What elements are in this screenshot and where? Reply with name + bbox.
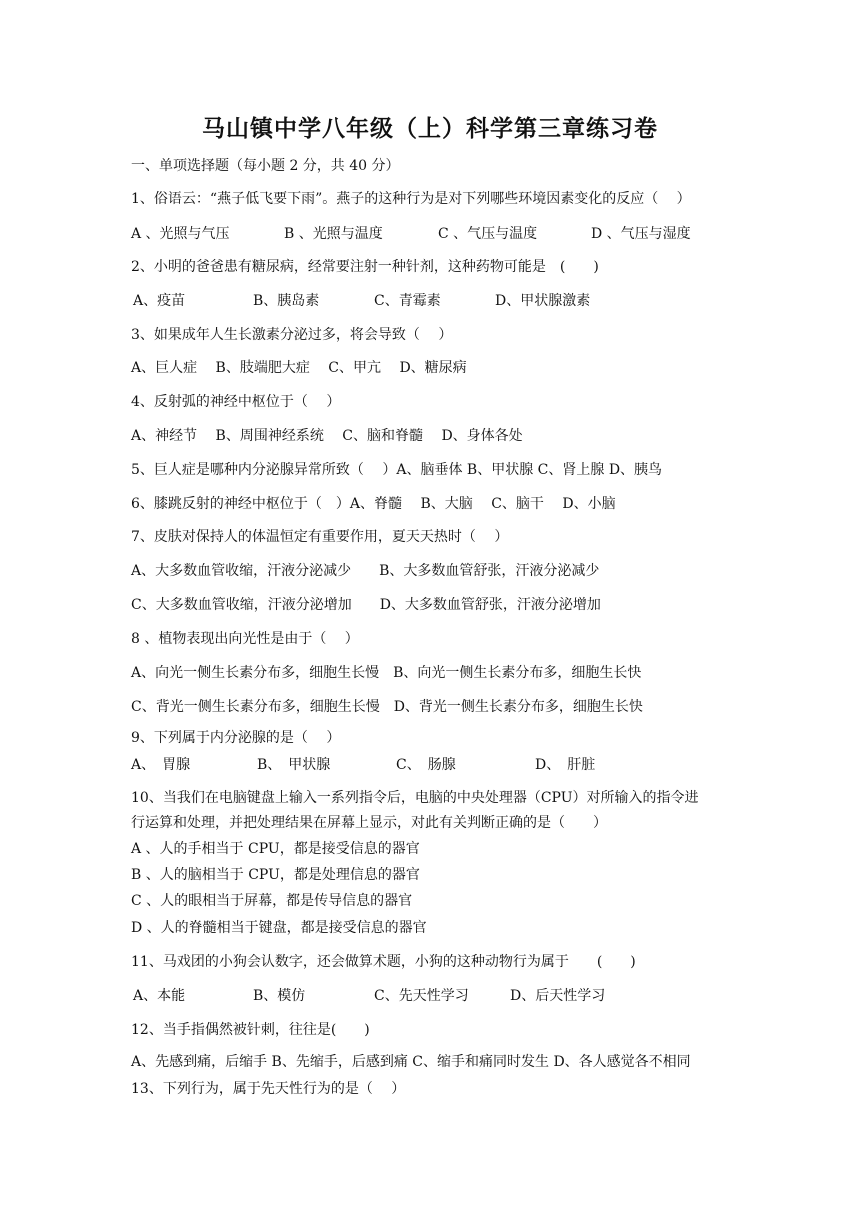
option-b: B、 甲状腺	[257, 757, 331, 773]
option-d: D、 肝脏	[535, 757, 596, 773]
option-b: B 、光照与温度	[284, 226, 383, 242]
question-3-stem: 3、如果成年人生长激素分泌过多，将会导致（ ）	[131, 327, 453, 343]
question-10-option-b: B 、人的脑相当于 CPU，都是处理信息的器官	[131, 867, 420, 883]
question-12-options: A、先感到痛，后缩手 B、先缩手，后感到痛 C、缩手和痛同时发生 D、各人感觉各不相同	[131, 1054, 691, 1070]
question-10-stem-line2: 行运算和处理，并把处理结果在屏幕上显示，对此有关判断正确的是（ ）	[131, 815, 607, 831]
option-c: C、先天性学习	[374, 988, 469, 1004]
question-4-stem: 4、反射弧的神经中枢位于（ ）	[131, 394, 341, 410]
question-6: 6、膝跳反射的神经中枢位于（ ）A、脊髓 B、大脑 C、脑干 D、小脑	[131, 496, 616, 512]
option-a: A、本能	[133, 988, 186, 1004]
option-b: B、胰岛素	[253, 293, 320, 309]
question-8-options-cd: C、背光一侧生长素分布多，细胞生长慢 D、背光一侧生长素分布多，细胞生长快	[131, 699, 643, 715]
option-c: C、 肠腺	[396, 757, 456, 773]
option-c: C、青霉素	[374, 293, 441, 309]
option-d: D、甲状腺激素	[495, 293, 591, 309]
question-10-stem-line1: 10、当我们在电脑键盘上输入一系列指令后，电脑的中央处理器（CPU）对所输入的指令进	[131, 790, 699, 806]
option-d: D 、气压与湿度	[591, 226, 691, 242]
question-7-options-ab: A、大多数血管收缩，汗液分泌减少 B、大多数血管舒张，汗液分泌减少	[131, 563, 600, 579]
question-5: 5、巨人症是哪种内分泌腺异常所致（ ）A、脑垂体 B、甲状腺 C、肾上腺 D、胰鸟	[131, 462, 663, 478]
question-10-option-d: D 、人的脊髓相当于键盘，都是接受信息的器官	[131, 920, 427, 936]
question-8-stem: 8 、植物表现出向光性是由于（ ）	[131, 631, 359, 647]
question-12-stem: 12、当手指偶然被针刺，往往是( )	[131, 1022, 370, 1038]
question-11-stem: 11、马戏团的小狗会认数字，还会做算术题，小狗的这种动物行为属于 ( )	[131, 954, 636, 970]
page-title: 马山镇中学八年级（上）科学第三章练习卷	[202, 115, 658, 142]
option-b: B、模仿	[253, 988, 306, 1004]
option-c: C 、气压与温度	[438, 226, 538, 242]
option-d: D、后天性学习	[510, 988, 606, 1004]
question-7-options-cd: C、大多数血管收缩，汗液分泌增加 D、大多数血管舒张，汗液分泌增加	[131, 597, 601, 613]
question-3-options: A、巨人症 B、肢端肥大症 C、甲亢 D、糖尿病	[131, 360, 467, 376]
question-4-options: A、神经节 B、周围神经系统 C、脑和脊髓 D、身体各处	[131, 428, 523, 444]
option-a: A 、光照与气压	[131, 226, 230, 242]
question-10-option-c: C 、人的眼相当于屏幕，都是传导信息的器官	[131, 893, 413, 909]
option-a: A、 胃腺	[131, 757, 191, 773]
option-a: A、疫苗	[133, 293, 186, 309]
question-8-options-ab: A、向光一侧生长素分布多，细胞生长慢 B、向光一侧生长素分布多，细胞生长快	[131, 665, 642, 681]
section-heading: 一、单项选择题（每小题 2 分，共 40 分）	[131, 158, 400, 174]
question-7-stem: 7、皮肤对保持人的体温恒定有重要作用，夏天天热时（ ）	[131, 529, 509, 545]
question-2-stem: 2、小明的爸爸患有糖尿病，经常要注射一种针剂，这种药物可能是 ( )	[131, 259, 599, 275]
question-9-stem: 9、下列属于内分泌腺的是（ ）	[131, 730, 341, 746]
question-10-option-a: A 、人的手相当于 CPU，都是接受信息的器官	[131, 841, 420, 857]
question-1-stem: 1、俗语云：“燕子低飞要下雨”。燕子的这种行为是对下列哪些环境因素变化的反应（ ）	[131, 191, 691, 207]
question-13-stem: 13、下列行为，属于先天性行为的是（ ）	[131, 1081, 406, 1097]
